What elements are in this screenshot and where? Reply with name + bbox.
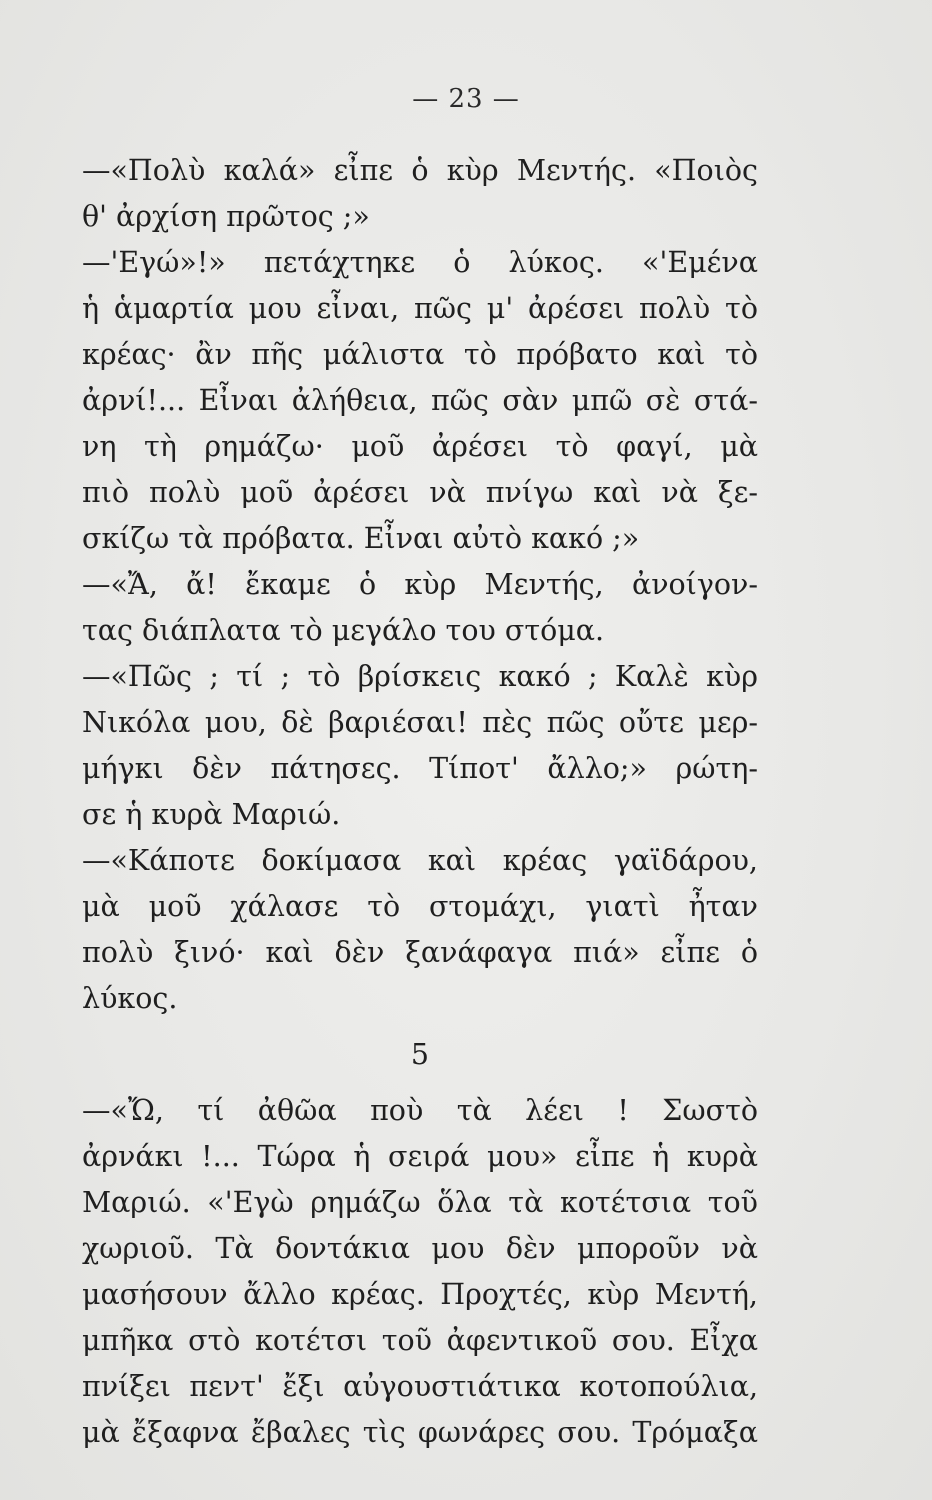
text-line: πιὸ πολὺ μοῦ ἀρέσει νὰ πνίγω καὶ νὰ ξε- <box>82 476 758 509</box>
text-line: μπῆκα στὸ κοτέτσι τοῦ ἀφεντικοῦ σου. Εἶχα <box>82 1324 758 1357</box>
text-line: —«Πῶς ; τί ; τὸ βρίσκεις κακό ; Καλὲ κὺρ <box>82 660 758 693</box>
text-line: —«Ὤ, τί ἀθῶα ποὺ τὰ λέει ! Σωστὸ <box>82 1094 758 1127</box>
text-line: πολὺ ξινό· καὶ δὲν ξανάφαγα πιά» εἶπε ὁ <box>82 936 758 969</box>
text-line: χωριοῦ. Τὰ δοντάκια μου δὲν μποροῦν νὰ <box>82 1232 758 1265</box>
text-line: —«Πολὺ καλά» εἶπε ὁ κὺρ Μεντής. «Ποιὸς <box>82 154 758 187</box>
text-line: σκίζω τὰ πρόβατα. Εἶναι αὐτὸ κακό ;» <box>82 522 640 555</box>
text-line: —«Ἄ, ἄ! ἔκαμε ὁ κὺρ Μεντής, ἀνοίγον- <box>82 568 758 601</box>
text-line: θ' ἀρχίση πρῶτος ;» <box>82 200 370 233</box>
text-line: νη τὴ ρημάζω· μοῦ ἀρέσει τὸ φαγί, μὰ <box>82 430 758 463</box>
text-line: —'Εγώ»!» πετάχτηκε ὁ λύκος. «'Εμένα <box>82 246 758 279</box>
text-line: Νικόλα μου, δὲ βαριέσαι! πὲς πῶς οὔτε μερ- <box>82 706 758 739</box>
text-line: μασήσουν ἄλλο κρέας. Προχτές, κὺρ Μεντή, <box>82 1278 758 1311</box>
text-line: ἡ ἁμαρτία μου εἶναι, πῶς μ' ἀρέσει πολὺ τὸ <box>82 292 758 325</box>
text-line: μὰ ἔξαφνα ἔβαλες τὶς φωνάρες σου. Τρόμαξα <box>82 1416 758 1449</box>
page-number: — 23 — <box>412 84 520 114</box>
page-text <box>82 148 758 1456</box>
text-line: μήγκι δὲν πάτησες. Τίποτ' ἄλλο;» ρώτη- <box>82 752 758 785</box>
text-line: τας διάπλατα τὸ μεγάλο του στόμα. <box>82 614 605 647</box>
text-line: ἀρνάκι !... Τώρα ἡ σειρά μου» εἶπε ἡ κυρὰ <box>82 1140 758 1173</box>
text-line: μὰ μοῦ χάλασε τὸ στομάχι, γιατὶ ἦταν <box>82 890 758 923</box>
text-line: λύκος. <box>82 982 178 1015</box>
text-line: κρέας· ἂν πῆς μάλιστα τὸ πρόβατο καὶ τὸ <box>82 338 758 371</box>
text-line: σε ἡ κυρὰ Μαριώ. <box>82 798 341 831</box>
text-line: Μαριώ. «'Εγὼ ρημάζω ὅλα τὰ κοτέτσια τοῦ <box>82 1186 758 1219</box>
text-line: —«Κάποτε δοκίμασα καὶ κρέας γαϊδάρου, <box>82 844 758 877</box>
text-line: ἀρνί!... Εἶναι ἀλήθεια, πῶς σὰν μπῶ σὲ στά- <box>82 384 758 417</box>
section-number: 5 <box>410 1038 430 1071</box>
text-line: πνίξει πεντ' ἔξι αὐγουστιάτικα κοτοπούλια, <box>82 1370 758 1403</box>
